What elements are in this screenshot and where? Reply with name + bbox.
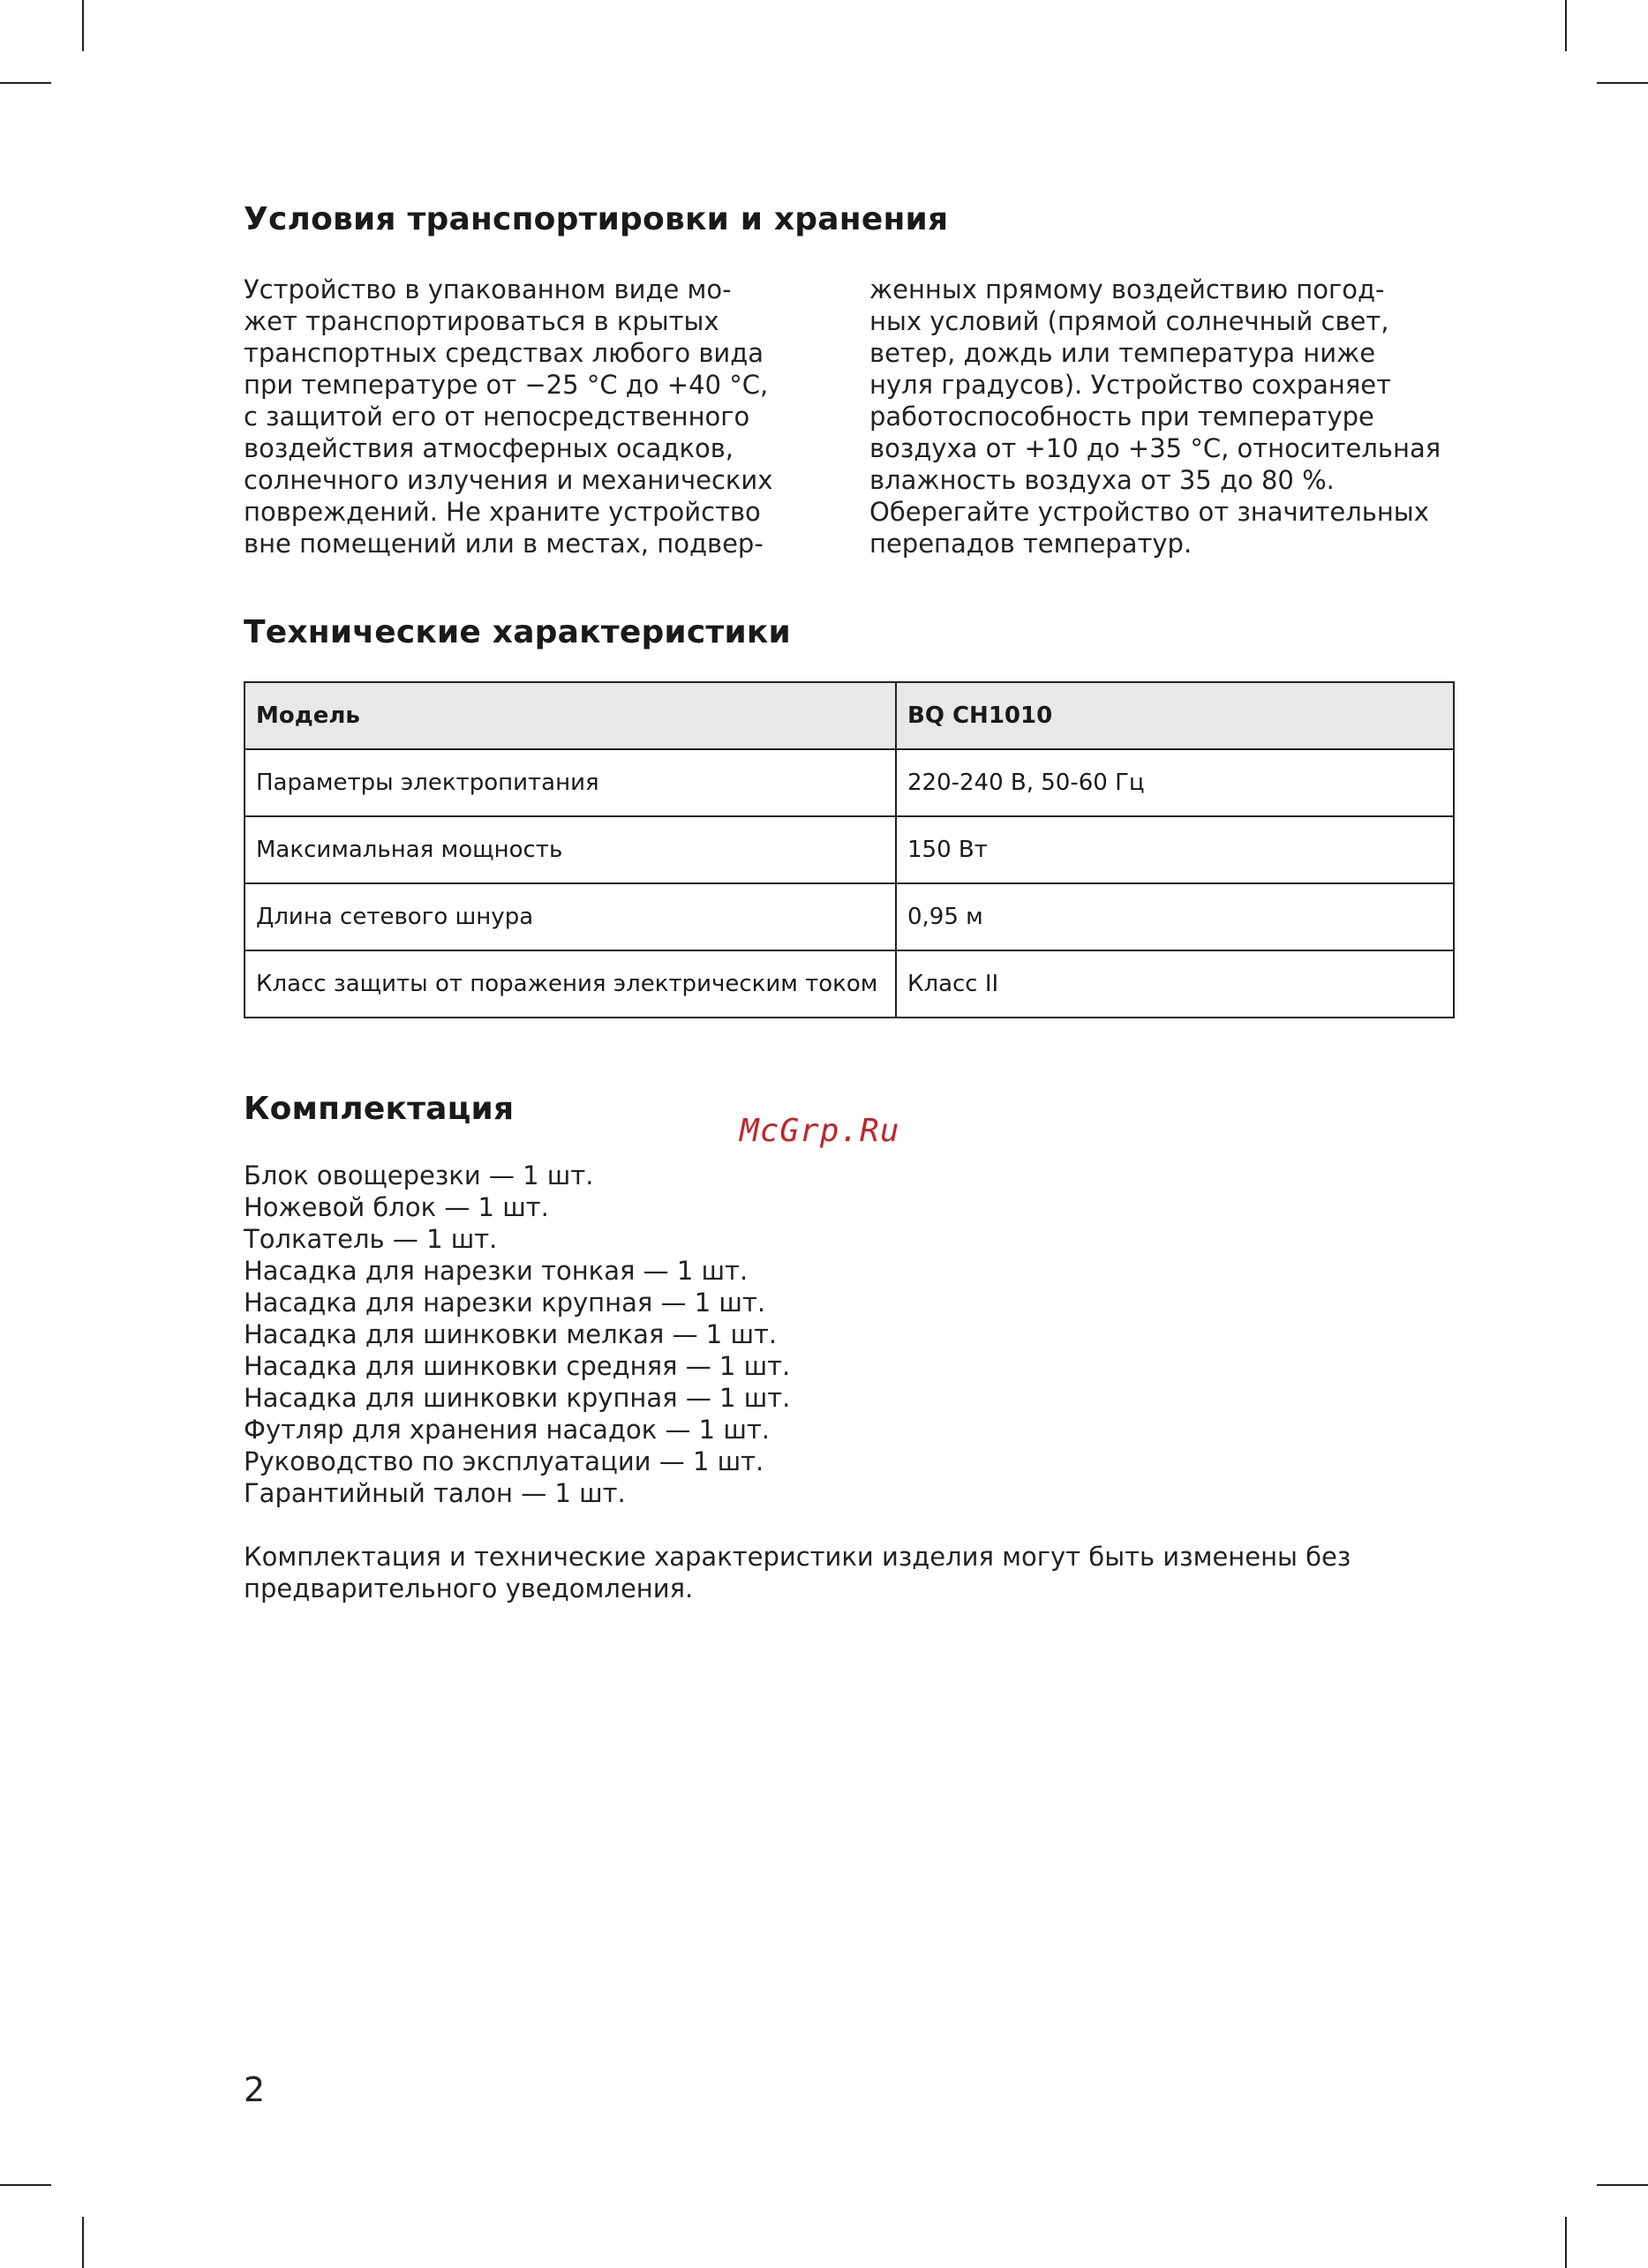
crop-mark [1597, 2184, 1648, 2186]
contents-heading: Комплектация [244, 1091, 515, 1127]
list-item: Насадка для нарезки крупная — 1 шт. [244, 1288, 766, 1318]
contents-list [244, 1160, 790, 1509]
specs-table [244, 681, 1455, 1018]
list-item: Насадка для нарезки тонкая — 1 шт. [244, 1256, 749, 1286]
text-line: женных прямому воздействию погод- [869, 274, 1385, 304]
table-cell-value: Класс II [896, 950, 1454, 1018]
text-line: воздуха от +10 до +35 °С, относительная [869, 433, 1441, 463]
crop-mark [0, 82, 51, 84]
transport-heading: Условия транспортировки и хранения [244, 201, 949, 237]
list-item: Руководство по эксплуатации — 1 шт. [244, 1446, 764, 1476]
text-line: солнечного излучения и механических [244, 465, 773, 495]
crop-mark [1597, 82, 1648, 84]
crop-mark [1565, 2217, 1567, 2268]
list-item: Гарантийный талон — 1 шт. [244, 1478, 626, 1508]
transport-text-right [869, 274, 1441, 559]
watermark: McGrp.Ru [740, 1113, 900, 1149]
text-line: нуля градусов). Устройство сохраняет [869, 370, 1392, 400]
list-item: Ножевой блок — 1 шт. [244, 1192, 549, 1222]
text-line: Комплектация и технические характеристики изделия могут быть изменены без [244, 1542, 1351, 1572]
page-number: 2 [244, 2070, 266, 2109]
crop-mark [82, 0, 84, 51]
list-item: Насадка для шинковки средняя — 1 шт. [244, 1351, 791, 1381]
crop-mark [1565, 0, 1567, 51]
list-item: Толкатель — 1 шт. [244, 1224, 498, 1254]
text-line: при температуре от −25 °С до +40 °С, [244, 370, 769, 400]
table-row [245, 950, 1454, 1018]
table-cell-label: Максимальная мощность [245, 816, 896, 883]
text-line: вне помещений или в местах, подвер- [244, 529, 764, 559]
specs-heading: Технические характеристики [244, 614, 791, 650]
text-line: влажность воздуха от 35 до 80 %. [869, 465, 1335, 495]
text-line: перепадов температур. [869, 529, 1193, 559]
table-cell-label: Модель [245, 682, 896, 749]
text-line: Оберегайте устройство от значительных [869, 497, 1429, 527]
list-item: Блок овощерезки — 1 шт. [244, 1160, 594, 1190]
table-row [245, 749, 1454, 816]
table-cell-value: 150 Вт [896, 816, 1454, 883]
text-line: ных условий (прямой солнечный свет, [869, 306, 1389, 336]
transport-text-left [244, 274, 772, 559]
text-line: воздействия атмосферных осадков, [244, 433, 734, 463]
text-line: повреждений. Не храните устройство [244, 497, 761, 527]
table-cell-value: 220-240 В, 50-60 Гц [896, 749, 1454, 816]
table-row [245, 816, 1454, 883]
table-cell-value: 0,95 м [896, 883, 1454, 950]
table-row [245, 883, 1454, 950]
table-cell-label: Параметры электропитания [245, 749, 896, 816]
crop-mark [82, 2217, 84, 2268]
list-item: Футляр для хранения насадок — 1 шт. [244, 1415, 771, 1445]
text-line: Устройство в упакованном виде мо- [244, 274, 732, 304]
text-line: работоспособность при температуре [869, 402, 1374, 432]
list-item: Насадка для шинковки мелкая — 1 шт. [244, 1319, 778, 1349]
crop-mark [0, 2184, 51, 2186]
text-line: жет транспортироваться в крытых [244, 306, 719, 336]
text-line: предварительного уведомления. [244, 1573, 694, 1603]
table-row [245, 682, 1454, 749]
text-line: ветер, дождь или температура ниже [869, 338, 1376, 368]
change-notice [244, 1541, 1351, 1604]
table-cell-value: BQ CH1010 [896, 682, 1454, 749]
list-item: Насадка для шинковки крупная — 1 шт. [244, 1383, 791, 1413]
table-cell-label: Класс защиты от поражения электрическим током [245, 950, 896, 1018]
text-line: транспортных средствах любого вида [244, 338, 764, 368]
text-line: с защитой его от непосредственного [244, 402, 750, 432]
table-cell-label: Длина сетевого шнура [245, 883, 896, 950]
